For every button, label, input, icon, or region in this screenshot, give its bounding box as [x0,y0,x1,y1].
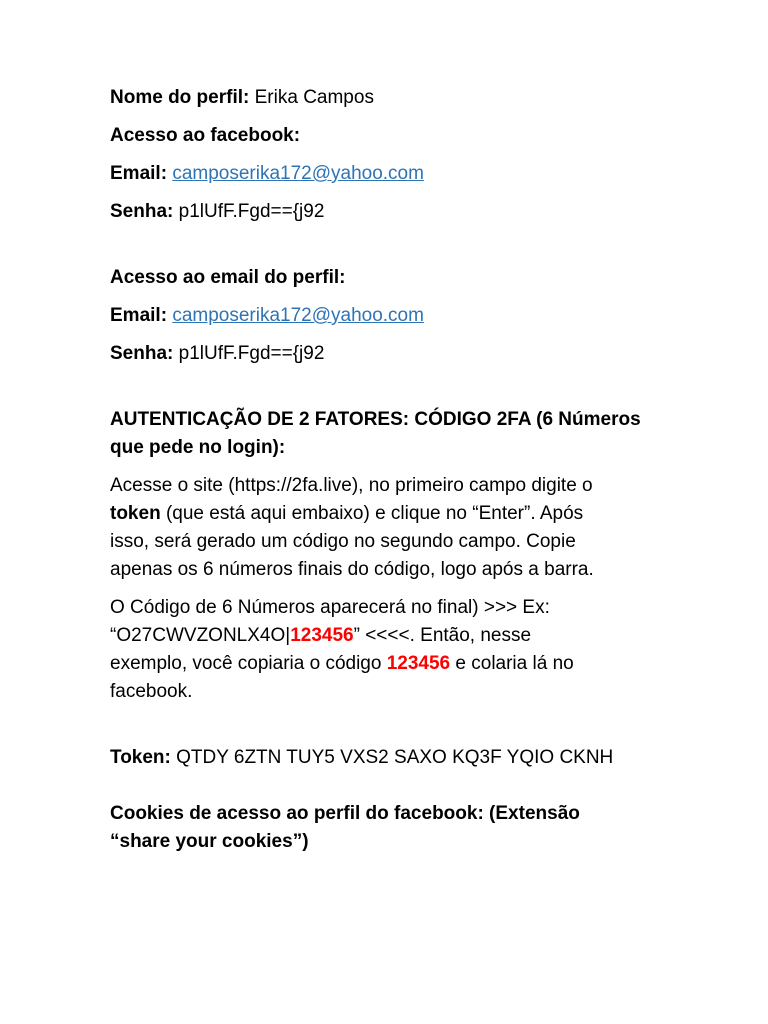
instructions-line4: apenas os 6 números finais do código, logo após a barra. [110,559,594,580]
example-copy-highlight: 123456 [386,653,451,674]
token-line [110,744,670,772]
instructions-line1: Acesse o site (https://2fa.live), no primeiro campo digite o [110,475,593,496]
example-line3 [110,650,670,678]
facebook-email-label: Email: [110,163,168,184]
token-value: QTDY 6ZTN TUY5 VXS2 SAXO KQ3F YQIO CKNH [176,747,614,768]
two-factor-heading-line1: AUTENTICAÇÃO DE 2 FATORES: CÓDIGO 2FA (6 Números [110,409,641,430]
profile-password-label: Senha: [110,343,174,364]
example-copy-prefix: exemplo, você copiaria o código [110,653,387,674]
profile-name-value: Erika Campos [254,87,374,108]
instructions-line2-rest: (que está aqui embaixo) e clique no “Enter”. Após [160,503,584,524]
cookies-heading [110,800,670,856]
email-access-heading-text: Acesso ao email do perfil: [110,267,346,288]
example-code-prefix: “O27CWVZONLX4O| [110,625,291,646]
cookies-heading-line1: Cookies de acesso ao perfil do facebook: (Extensão [110,803,580,824]
profile-email-label: Email: [110,305,168,326]
profile-email-link[interactable]: camposerika172@yahoo.com [172,305,424,326]
facebook-password-value: p1lUfF.Fgd=={j92 [178,201,325,222]
facebook-password-line [110,198,670,226]
two-factor-heading-line2: que pede no login): [110,437,286,458]
token-label: Token: [110,747,171,768]
profile-password-line [110,340,670,368]
profile-name-line [110,84,670,112]
instructions-line2 [110,500,670,528]
facebook-email-link[interactable]: camposerika172@yahoo.com [172,163,424,184]
document-page [110,84,670,856]
example-line4: facebook. [110,681,193,702]
two-factor-instructions [110,472,670,584]
email-access-heading [110,264,670,292]
facebook-email-line [110,160,670,188]
two-factor-heading [110,406,670,462]
example-code-highlight: 123456 [290,625,354,646]
example-code-suffix: ” <<<<. Então, nesse [353,625,532,646]
profile-email-line [110,302,670,330]
facebook-access-heading-text: Acesso ao facebook: [110,125,301,146]
two-factor-example [110,594,670,706]
instructions-line3: isso, será gerado um código no segundo campo. Copie [110,531,576,552]
example-line2 [110,622,670,650]
token-keyword: token [110,503,161,524]
profile-password-value: p1lUfF.Fgd=={j92 [178,343,325,364]
cookies-heading-line2: “share your cookies”) [110,831,309,852]
facebook-password-label: Senha: [110,201,174,222]
example-copy-suffix: e colaria lá no [450,653,574,674]
facebook-access-heading [110,122,670,150]
profile-name-label: Nome do perfil: [110,87,250,108]
example-line1: O Código de 6 Números aparecerá no final) >>> Ex: [110,597,550,618]
